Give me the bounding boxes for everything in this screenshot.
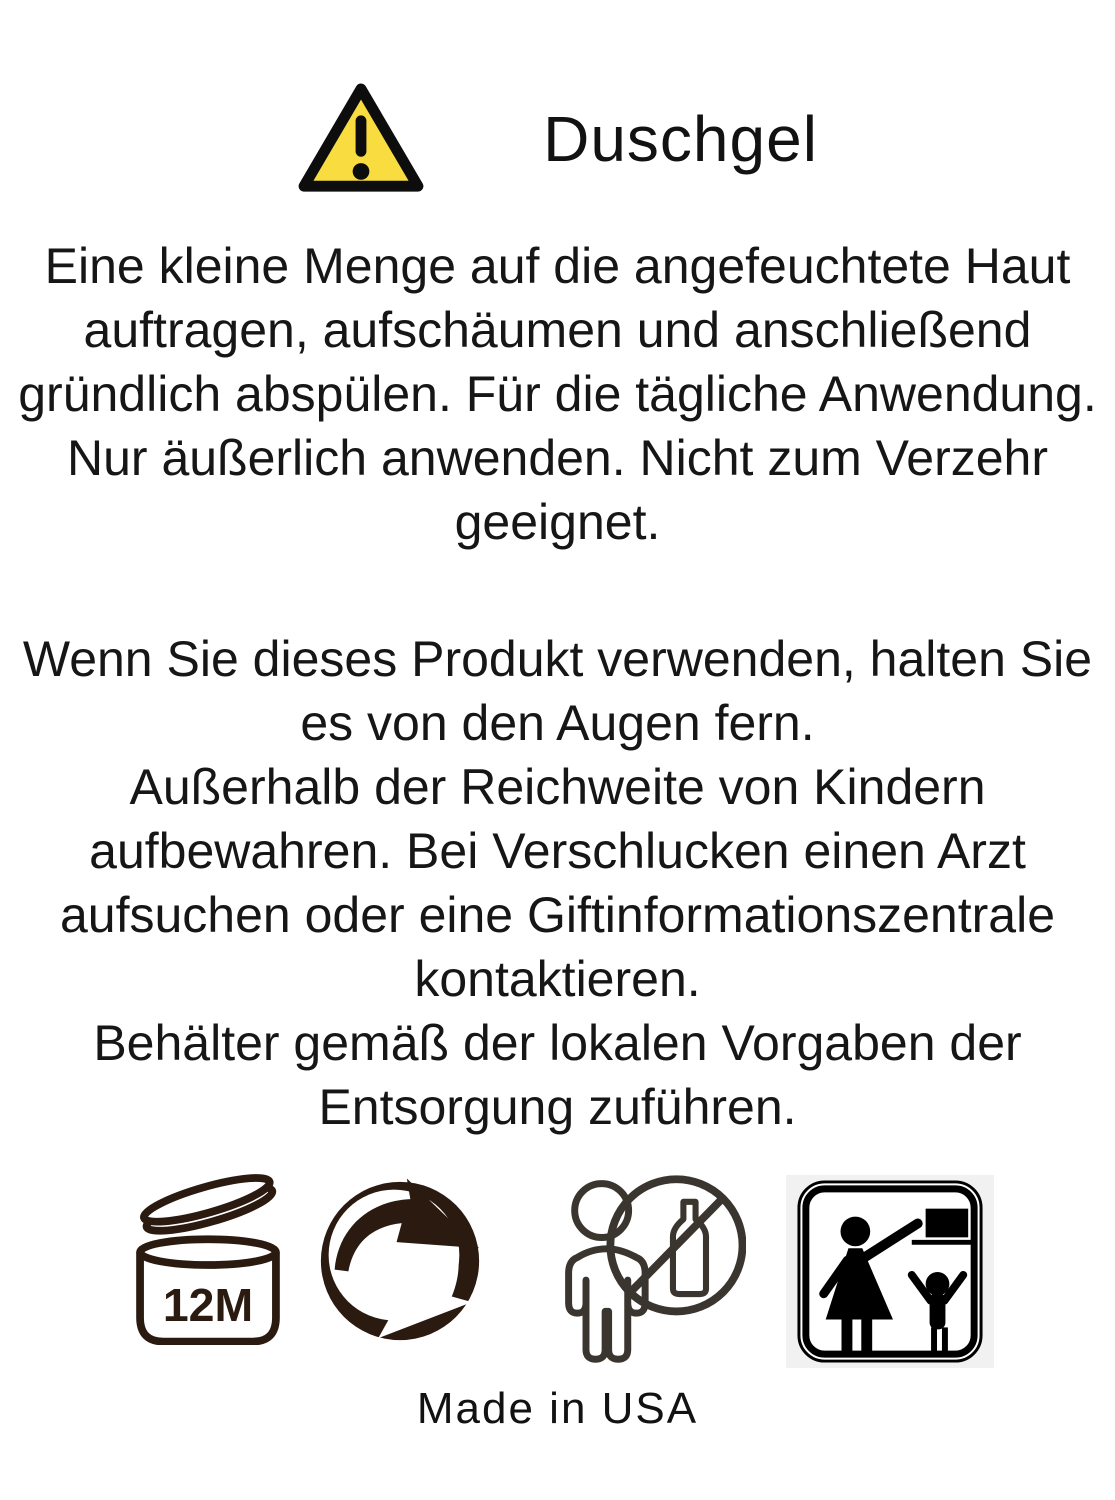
instructions-line: auftragen, aufschäumen und anschließend (83, 302, 1032, 358)
warnings-line: Außerhalb der Reichweite von Kindern (129, 759, 986, 815)
instructions-line: Eine kleine Menge auf die angefeuchtete Haut (44, 238, 1071, 294)
do-not-drink-icon (546, 1165, 746, 1370)
safety-warnings (0, 627, 1115, 1139)
warnings-line: Behälter gemäß der lokalen Vorgaben der (93, 1015, 1022, 1071)
green-dot-recycling-icon (314, 1175, 486, 1347)
box-on-shelf (925, 1209, 968, 1238)
instructions-line: geeignet. (454, 494, 661, 550)
keep-away-from-children-icon (786, 1175, 994, 1368)
origin-label: Made in USA (416, 1384, 699, 1433)
jar-lid (140, 1173, 275, 1239)
label-header (0, 0, 1115, 196)
page-title: Duschgel (543, 103, 818, 175)
period-after-opening-icon (122, 1173, 294, 1345)
symbols-row (0, 1163, 1115, 1370)
instructions-line: Nur äußerlich anwenden. Nicht zum Verzehr (66, 430, 1048, 486)
instructions-line: gründlich abspülen. Für die tägliche Anwendung. (18, 366, 1097, 422)
warnings-line: kontaktieren. (414, 951, 701, 1007)
warnings-line: Wenn Sie dieses Produkt verwenden, halten Sie (22, 631, 1093, 687)
person-body (568, 1249, 645, 1359)
pao-months-label: 12M (162, 1278, 253, 1331)
usage-instructions (0, 234, 1115, 554)
warning-triangle-icon (297, 82, 425, 196)
warnings-line: Entsorgung zuführen. (318, 1079, 797, 1135)
warnings-line: aufbewahren. Bei Verschlucken einen Arzt (89, 823, 1026, 879)
warnings-line: aufsuchen oder eine Giftinformationszentrale (59, 887, 1056, 943)
warnings-line: es von den Augen fern. (300, 695, 815, 751)
